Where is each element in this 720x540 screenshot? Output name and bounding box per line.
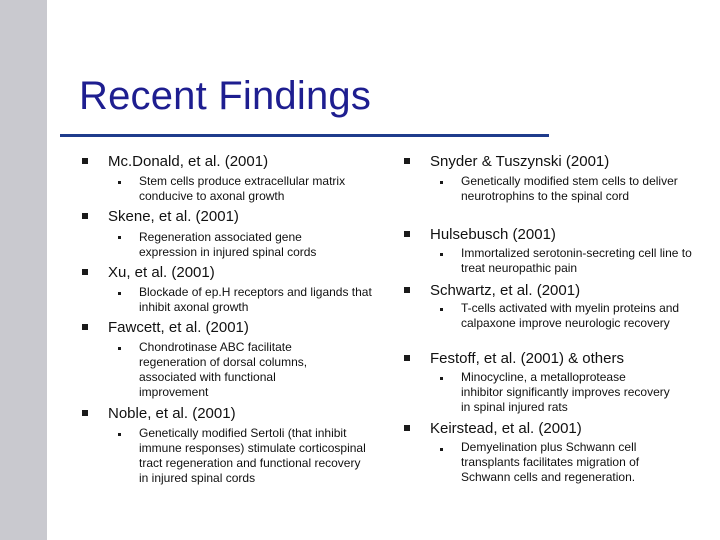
slide-title: Recent Findings <box>79 74 372 118</box>
finding-detail: Genetically modified stem cells to deliver neurotrophins to the spinal cord <box>461 174 678 203</box>
sub-bullet-icon <box>118 236 121 239</box>
sub-bullet-icon <box>440 308 443 311</box>
finding-detail: Blockade of ep.H receptors and ligands that inhibit axonal growth <box>139 285 372 314</box>
finding-heading: Schwartz, et al. (2001) <box>430 282 581 299</box>
bullet-icon <box>404 425 410 431</box>
bullet-icon <box>82 269 88 275</box>
side-bar <box>0 0 47 540</box>
sub-bullet-icon <box>118 347 121 350</box>
finding-heading: Skene, et al. (2001) <box>108 208 239 225</box>
finding-detail: T-cells activated with myelin proteins and calpaxone improve neurologic recovery <box>461 301 680 330</box>
finding-detail: Genetically modified Sertoli (that inhibit immune responses) stimulate corticospinal tract regeneration and functional recovery in injured spinal cords <box>139 426 366 485</box>
sub-bullet-icon <box>440 448 443 451</box>
finding-detail: Demyelination plus Schwann cell transplants facilitates migration of Schwann cells and regeneration. <box>461 440 640 484</box>
finding-detail: Regeneration associated gene expression in injured spinal cords <box>139 230 317 259</box>
bullet-icon <box>404 231 410 237</box>
finding-heading: Noble, et al. (2001) <box>108 405 236 422</box>
finding-detail: Immortalized serotonin-secreting cell line to treat neuropathic pain <box>461 246 692 275</box>
finding-heading: Xu, et al. (2001) <box>108 264 215 281</box>
finding-heading: Keirstead, et al. (2001) <box>430 420 582 437</box>
bullet-icon <box>404 355 410 361</box>
bullet-icon <box>82 158 88 164</box>
title-underline <box>60 134 549 137</box>
sub-bullet-icon <box>118 181 121 184</box>
finding-detail: Minocycline, a metalloprotease inhibitor significantly improves recovery in spinal injured rats <box>461 370 670 414</box>
finding-heading: Fawcett, et al. (2001) <box>108 319 249 336</box>
bullet-icon <box>82 324 88 330</box>
sub-bullet-icon <box>118 292 121 295</box>
sub-bullet-icon <box>440 181 443 184</box>
finding-detail: Chondrotinase ABC facilitate regeneration of dorsal columns, associated with functional improvement <box>139 340 308 399</box>
finding-heading: Festoff, et al. (2001) & others <box>430 350 624 367</box>
finding-heading: Hulsebusch (2001) <box>430 226 556 243</box>
finding-heading: Mc.Donald, et al. (2001) <box>108 153 269 170</box>
bullet-icon <box>82 410 88 416</box>
sub-bullet-icon <box>118 433 121 436</box>
sub-bullet-icon <box>440 377 443 380</box>
finding-heading: Snyder & Tuszynski (2001) <box>430 153 610 170</box>
finding-detail: Stem cells produce extracellular matrix conducive to axonal growth <box>139 174 346 203</box>
bullet-icon <box>404 287 410 293</box>
bullet-icon <box>82 213 88 219</box>
bullet-icon <box>404 158 410 164</box>
sub-bullet-icon <box>440 253 443 256</box>
